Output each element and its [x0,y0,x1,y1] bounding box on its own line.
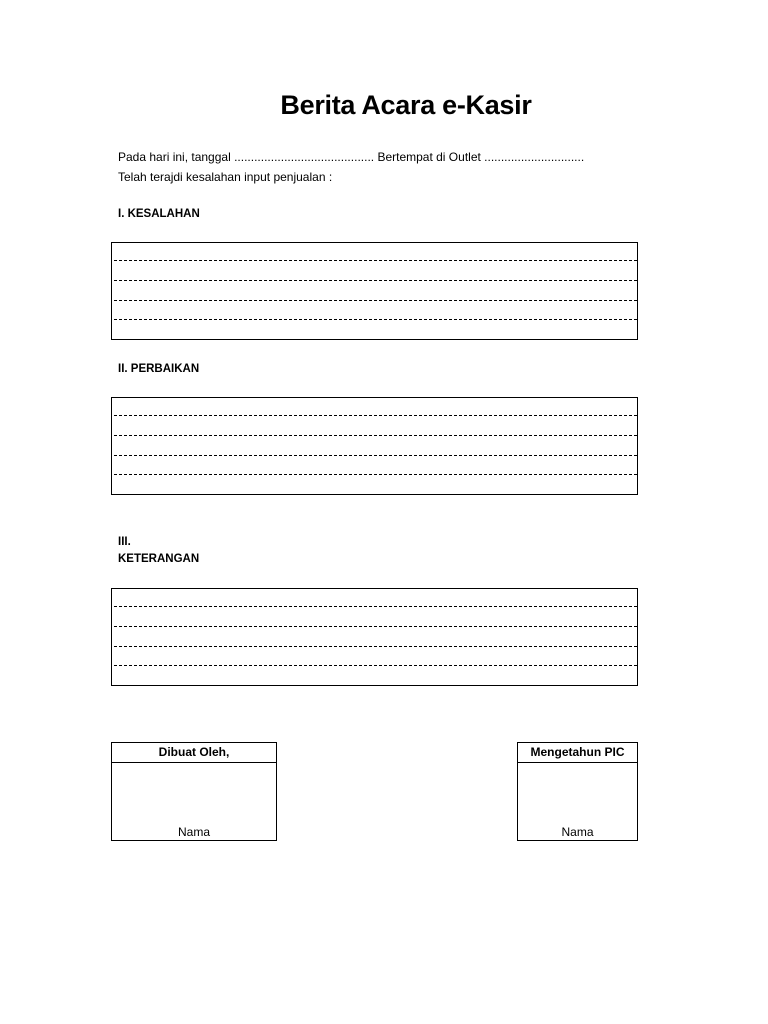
fill-line [114,300,637,301]
document-title: Berita Acara e-Kasir [280,90,532,120]
fill-line [114,646,637,647]
fill-line [114,455,637,456]
signature-box-dibuat-oleh[interactable] [111,742,277,841]
signature-box-mengetahun-pic[interactable] [517,742,638,841]
signature-header-dibuat-oleh: Dibuat Oleh, [112,743,276,763]
fill-line [114,665,637,666]
section-label-kesalahan: I. KESALAHAN [118,208,200,220]
fill-line [114,280,637,281]
intro-error-line: Telah terajdi kesalahan input penjualan : [118,170,333,184]
signature-name-label: Nama [561,825,594,839]
intro-date-outlet-line: Pada hari ini, tanggal .......................................... Bertempat di Outlet .............................. [118,150,585,164]
keterangan-fill-box[interactable] [111,588,638,686]
fill-line [114,606,637,607]
fill-line [114,415,637,416]
section-label-number-iii: III. [118,536,131,548]
fill-line [114,435,637,436]
signature-header-mengetahun-pic: Mengetahun PIC [518,743,637,763]
fill-line [114,626,637,627]
section-label-perbaikan: II. PERBAIKAN [118,363,200,375]
section-label-keterangan: KETERANGAN [118,553,200,565]
signature-name-label: Nama [177,825,210,839]
fill-line [114,474,637,475]
perbaikan-fill-box[interactable] [111,397,638,495]
fill-line [114,260,637,261]
fill-line [114,319,637,320]
kesalahan-fill-box[interactable] [111,242,638,340]
